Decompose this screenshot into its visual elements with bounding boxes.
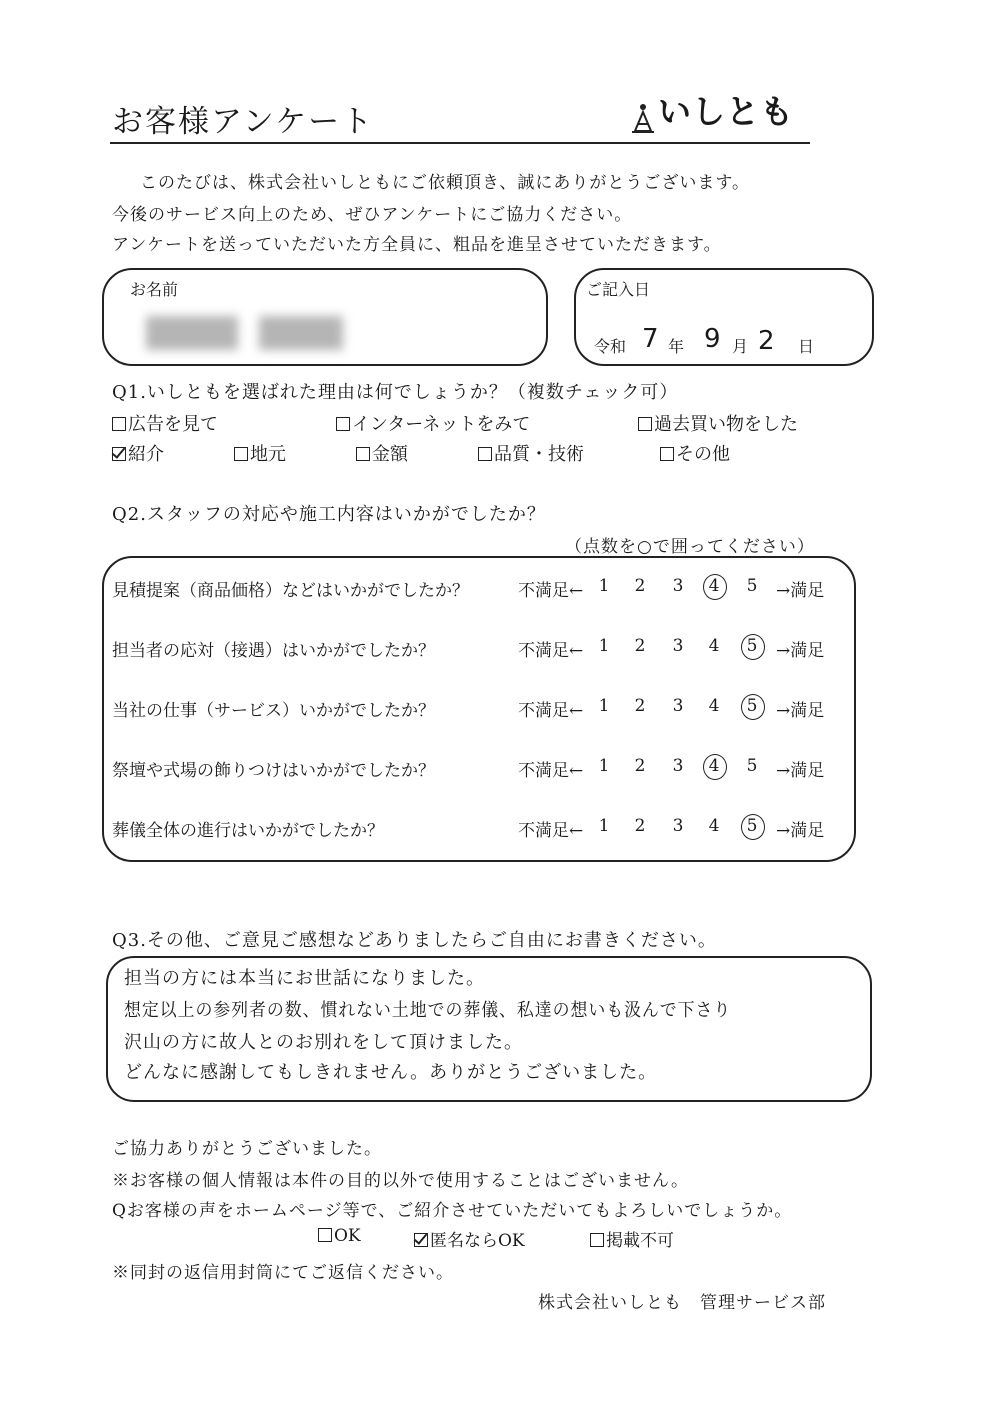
permission-option[interactable]: OK [318,1226,361,1246]
rating-question: 当社の仕事（サービス）いかがでしたか？ [112,701,435,721]
scale-low-label: 不満足← [518,701,584,721]
intro-line: このたびは、株式会社いしともにご依頼頂き、誠にありがとうございます。 [140,173,750,193]
answer-line: 沢山の方に故人とのお別れをして頂けました。 [124,1032,523,1053]
scale-number[interactable]: 2 [634,816,646,836]
scale-high-label: →満足 [776,761,825,781]
footer-thanks: ご協力ありがとうございました。 [112,1139,382,1159]
checkbox[interactable] [318,1228,332,1242]
checkbox-checked[interactable] [414,1233,428,1247]
scale-high-label: →満足 [776,641,825,661]
scale-number[interactable]: 4 [708,696,720,716]
selected-circle [703,754,727,780]
date-box [574,268,874,366]
rating-row [104,636,854,662]
scale-low-label: 不満足← [518,761,584,781]
checkbox[interactable] [234,447,248,461]
scale-number[interactable]: 5 [746,756,758,776]
day-unit: 日 [798,337,815,356]
scale-number[interactable]: 5 [746,636,758,656]
q2-rating-box [102,556,856,862]
scale-number[interactable]: 2 [634,636,646,656]
q1-option[interactable]: 地元 [234,440,286,466]
year-value: 7 [642,324,659,354]
selected-circle [703,574,727,600]
name-redacted [259,316,343,350]
scale-number[interactable]: 3 [672,696,684,716]
rating-row [104,816,854,842]
page-title: お客様アンケート [112,104,375,140]
permission-option[interactable]: 掲載不可 [590,1226,674,1251]
scale-number[interactable]: 4 [708,636,720,656]
rating-question: 葬儀全体の進行はいかがでしたか？ [112,821,384,841]
permission-option[interactable]: 匿名ならOK [414,1226,525,1251]
rating-question: 見積提案（商品価格）などはいかがでしたか？ [112,581,469,601]
rating-question: 祭壇や式場の飾りつけはいかがでしたか？ [112,761,435,781]
footer-company: 株式会社いしとも 管理サービス部 [538,1293,826,1313]
month-unit: 月 [732,337,749,356]
q1-option[interactable]: 広告を見て [112,410,218,436]
q1-option[interactable]: 過去買い物をした [638,410,798,436]
scale-number[interactable]: 1 [598,696,610,716]
company-logo [632,86,794,133]
q2-instruction: （点数を○で囲ってください） [565,537,815,557]
q2-question: Q2.スタッフの対応や施工内容はいかがでしたか？ [112,504,546,525]
checkbox[interactable] [112,417,126,431]
rating-row [104,576,854,602]
scale-high-label: →満足 [776,821,825,841]
name-box [102,268,548,366]
answer-line: 想定以上の参列者の数、慣れない土地での葬儀、私達の想いも汲んで下さり [124,1000,732,1021]
q3-answer-box [106,956,872,1102]
year-unit: 年 [668,337,685,356]
scale-number[interactable]: 1 [598,636,610,656]
intro-line: 今後のサービス向上のため、ぜひアンケートにご協力ください。 [112,205,633,225]
scale-high-label: →満足 [776,581,825,601]
rating-row [104,756,854,782]
scale-number[interactable]: 3 [672,636,684,656]
scale-number[interactable]: 3 [672,756,684,776]
q1-option[interactable]: 品質・技術 [478,440,584,466]
checkbox-checked[interactable] [112,447,126,461]
scale-low-label: 不満足← [518,641,584,661]
footer-return-note: ※同封の返信用封筒にてご返信ください。 [112,1263,454,1283]
scale-number[interactable]: 4 [708,576,720,596]
name-redacted [146,316,238,350]
title-underline [110,142,810,144]
scale-number[interactable]: 2 [634,696,646,716]
logo-mark-icon [632,103,654,133]
name-label: お名前 [130,280,179,299]
scale-number[interactable]: 1 [598,576,610,596]
scale-number[interactable]: 3 [672,576,684,596]
selected-circle [741,814,765,840]
q1-option[interactable]: 紹介 [112,440,164,466]
q3-question: Q3.その他、ご意見ご感想などありましたらご自由にお書きください。 [112,930,717,951]
scale-number[interactable]: 5 [746,576,758,596]
scale-low-label: 不満足← [518,821,584,841]
scale-number[interactable]: 5 [746,696,758,716]
checkbox[interactable] [356,447,370,461]
scale-low-label: 不満足← [518,581,584,601]
scale-number[interactable]: 1 [598,816,610,836]
scale-number[interactable]: 3 [672,816,684,836]
answer-line: 担当の方には本当にお世話になりました。 [124,968,485,989]
q1-option[interactable]: 金額 [356,440,408,466]
date-label: ご記入日 [586,280,651,299]
scale-number[interactable]: 2 [634,756,646,776]
q1-option[interactable]: その他 [660,440,730,466]
rating-question: 担当者の応対（接遇）はいかがでしたか？ [112,641,435,661]
scale-number[interactable]: 4 [708,756,720,776]
day-value: 2 [758,326,775,356]
scale-number[interactable]: 4 [708,816,720,836]
q1-question: Q1.いしともを選ばれた理由は何でしょうか？（複数チェック可） [112,382,679,403]
checkbox[interactable] [478,447,492,461]
checkbox[interactable] [660,447,674,461]
footer-privacy: ※お客様の個人情報は本件の目的以外で使用することはございません。 [112,1171,690,1191]
footer-permission-question: Qお客様の声をホームページ等で、ご紹介させていただいてもよろしいでしょうか。 [112,1201,793,1221]
logo-text: いしとも [658,92,794,131]
scale-number[interactable]: 5 [746,816,758,836]
selected-circle [741,694,765,720]
era-label: 令和 [594,337,627,356]
answer-line: どんなに感謝してもしきれません。ありがとうございました。 [124,1062,658,1083]
scale-high-label: →満足 [776,701,825,721]
scale-number[interactable]: 2 [634,576,646,596]
rating-row [104,696,854,722]
q1-option[interactable]: インターネットをみて [336,410,530,436]
scale-number[interactable]: 1 [598,756,610,776]
intro-line: アンケートを送っていただいた方全員に、粗品を進呈させていただきます。 [112,235,722,255]
checkbox[interactable] [336,417,350,431]
month-value: 9 [704,324,721,354]
checkbox[interactable] [590,1233,604,1247]
checkbox[interactable] [638,417,652,431]
selected-circle [741,634,765,660]
